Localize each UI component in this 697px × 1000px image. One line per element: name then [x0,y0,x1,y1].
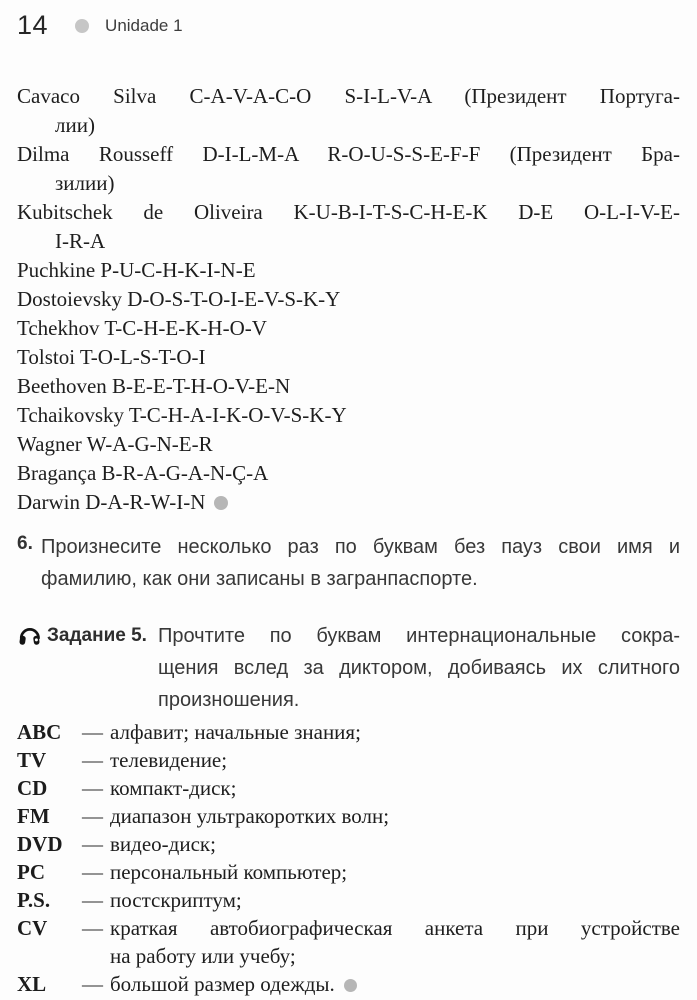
task-label: Задание 5. [47,625,147,646]
dash-separator: — [82,972,103,996]
name-line-continuation: I-R-A [55,229,106,253]
name-line: Dilma Rousseff D-I-L-M-A R-O-U-S-S-E-F-F (Президент Бра- [17,142,680,166]
abbreviation-definition [110,914,680,970]
definition-line: постскриптум; [110,888,242,912]
definition-line [110,970,680,998]
definition-line: персональный компьютер; [110,860,348,884]
section-end-dot-icon [344,979,357,992]
task-description-line: щения вслед за диктором, добиваясь их слитного [158,657,680,679]
abbreviation-definition [110,886,680,914]
definition-line: компакт-диск; [110,776,237,800]
dash-separator: — [82,748,103,772]
definition-line: диапазон ультракоротких волн; [110,804,390,828]
abbreviation-term: CD [17,776,48,800]
spelled-names-block [17,82,680,517]
task-5 [17,620,680,716]
header-separator-dot-icon [75,19,89,33]
name-line: Beethoven B-E-E-T-H-O-V-E-N [17,374,291,398]
header-title: Unidade 1 [105,16,183,35]
name-line: Bragança B-R-A-G-A-N-Ç-A [17,461,269,485]
abbreviation-row [17,746,680,774]
dash-separator: — [82,916,103,940]
headphones-icon [17,623,42,647]
name-line [17,488,680,517]
abbreviation-definition [110,858,680,886]
exercise-6 [17,531,680,595]
abbreviation-row [17,914,680,970]
section-end-dot-icon [214,496,228,510]
name-line: Tchaikovsky T-C-H-A-I-K-O-V-S-K-Y [17,403,347,427]
abbreviation-row [17,858,680,886]
name-line: Cavaco Silva C-A-V-A-C-O S-I-L-V-A (Президент Португа- [17,84,680,108]
task-description-line: произношения. [158,689,300,711]
exercise-number: 6. [17,533,33,554]
task-label-column [17,620,158,716]
dash-separator: — [82,860,103,884]
abbreviation-definition [110,774,680,802]
dash-separator: — [82,832,103,856]
name-line: Tolstoi T-O-L-S-T-O-I [17,345,206,369]
page-header [17,10,680,40]
definition-text: большой размер одежды. [110,972,335,996]
abbreviation-term: PC [17,860,45,884]
abbreviation-term: FM [17,804,50,828]
name-line: Dostoievsky D-O-S-T-O-I-E-V-S-K-Y [17,287,341,311]
abbreviation-term: XL [17,972,47,996]
abbreviation-row [17,886,680,914]
exercise-text-line: фамилию, как они записаны в загранпаспорте. [41,568,478,590]
name-entry [17,198,680,256]
definition-line: алфавит; начальные знания; [110,720,361,744]
abbreviation-row [17,802,680,830]
abbreviation-term: P.S. [17,888,51,912]
dash-separator: — [82,804,103,828]
definition-line: видео-диск; [110,832,216,856]
exercise-text [41,531,680,595]
abbreviation-row [17,830,680,858]
task-description-line: Прочтите по буквам интернациональные сокра- [158,625,680,647]
exercise-text-line: Произнесите несколько раз по буквам без пауз свои имя и [41,536,680,558]
abbreviation-row [17,774,680,802]
name-line: Wagner W-A-G-N-E-R [17,432,213,456]
page-number: 14 [17,9,49,40]
name-line: Puchkine P-U-C-H-K-I-N-E [17,258,256,282]
abbreviation-definition [110,970,680,998]
abbreviation-definition [110,802,680,830]
abbreviation-definition [110,718,680,746]
name-entry [17,82,680,140]
name-entry [17,140,680,198]
abbreviation-term: ABC [17,720,62,744]
abbreviation-term: DVD [17,832,63,856]
abbreviation-term: TV [17,748,47,772]
name-line: Tchekhov T-C-H-E-K-H-O-V [17,316,267,340]
dash-separator: — [82,776,103,800]
name-line-text: Darwin D-A-R-W-I-N [17,490,206,514]
abbreviation-term: CV [17,916,48,940]
definition-line: краткая автобиографическая анкета при устройстве [110,916,680,940]
dash-separator: — [82,720,103,744]
dash-separator: — [82,888,103,912]
abbreviation-row [17,718,680,746]
abbreviations-list [17,718,680,998]
abbreviation-row [17,970,680,998]
name-line-continuation: зилии) [55,171,115,195]
definition-line: телевидение; [110,748,228,772]
abbreviation-definition [110,746,680,774]
name-line: Kubitschek de Oliveira K-U-B-I-T-S-C-H-E-K D-E O-L-I-V-E- [17,200,680,224]
task-description [158,620,680,716]
name-line-continuation: лии) [55,113,95,137]
abbreviation-definition [110,830,680,858]
definition-line-continuation: на работу или учебу; [110,944,296,968]
